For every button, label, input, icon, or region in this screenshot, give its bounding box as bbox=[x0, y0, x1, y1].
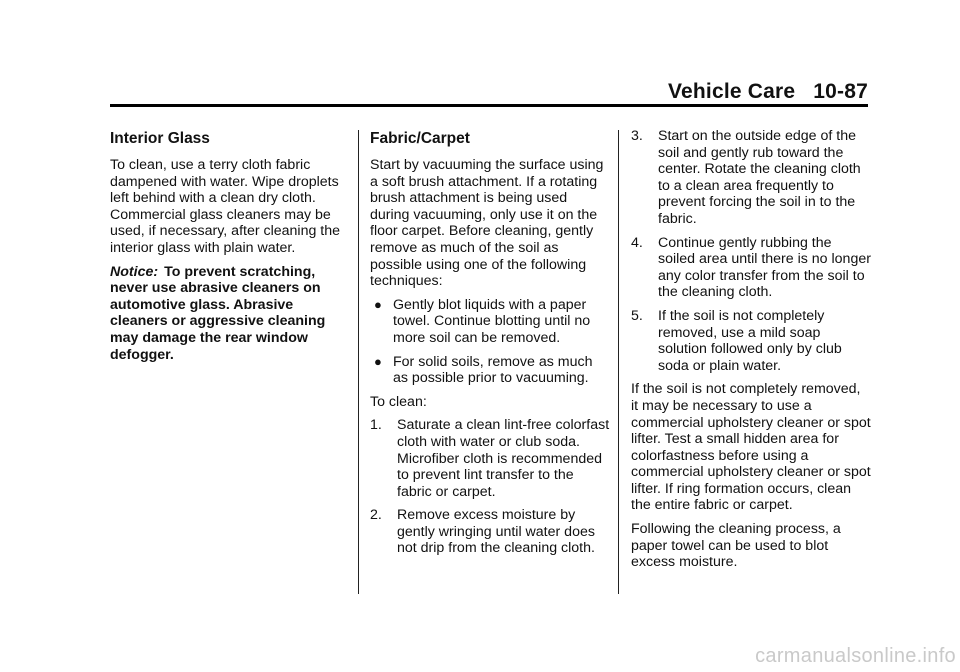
list-item bbox=[370, 507, 610, 557]
column-divider-2 bbox=[618, 130, 619, 594]
column-2 bbox=[370, 128, 610, 564]
step-number: 3. bbox=[631, 128, 643, 144]
step-text: Remove excess moisture by gently wringing until water does not drip from the cleaning cloth. bbox=[397, 507, 595, 557]
fabric-carpet-intro: Start by vacuuming the surface using a soft brush attachment. If a rotating brush attachment is being used during vacuuming, only use it on the floor carpet. Before cleaning, gently remove as much of the soil as possible using one of the following techniques: bbox=[370, 157, 604, 290]
step-number: 5. bbox=[631, 307, 643, 324]
interior-glass-heading: Interior Glass bbox=[110, 130, 210, 147]
step-text: Saturate a clean lint-free colorfast cloth with water or club soda. Microfiber cloth is recommended to prevent lint transfer to the fabric or carpet. bbox=[397, 417, 610, 500]
step-number: 1. bbox=[370, 417, 382, 434]
notice-label: Notice: bbox=[110, 263, 159, 280]
list-item bbox=[370, 354, 610, 387]
step-number: 2. bbox=[370, 507, 382, 524]
page-number: 10-87 bbox=[813, 80, 868, 103]
header-title bbox=[668, 80, 868, 104]
bullet-icon: ● bbox=[374, 353, 382, 369]
bullet-icon: ● bbox=[374, 296, 382, 312]
step-text: Start on the outside edge of the soil and gently rub toward the center. Rotate the cleaning cloth to a clean area frequently to prevent forcing the soil in to the fabric. bbox=[658, 128, 861, 227]
bullet-text: For solid soils, remove as much as possible prior to vacuuming. bbox=[393, 353, 593, 387]
column-divider-1 bbox=[358, 130, 359, 594]
header-rule bbox=[110, 104, 868, 107]
notice-text: To prevent scratching, never use abrasive cleaners on automotive glass. Abrasive cleaners or aggressive cleaning may damage the rear window defogger. bbox=[110, 263, 326, 363]
list-item bbox=[631, 308, 871, 374]
column-3 bbox=[631, 128, 871, 578]
after-steps-paragraph: If the soil is not completely removed, it may be necessary to use a commercial upholstery cleaner or spot lifter. Test a small hidden area for colorfastness before using a commercial upholstery cleaner or spot lifter. If ring formation occurs, clean the entire fabric or carpet. bbox=[631, 381, 871, 514]
fabric-carpet-heading: Fabric/Carpet bbox=[370, 130, 470, 147]
list-item bbox=[631, 235, 871, 301]
list-item bbox=[370, 297, 610, 347]
column-1 bbox=[110, 128, 352, 370]
list-item bbox=[631, 128, 871, 228]
interior-glass-paragraph: To clean, use a terry cloth fabric dampened with water. Wipe droplets left behind with a clean dry cloth. Commercial glass cleaners may be used, if necessary, after cleaning the interior glass with plain water. bbox=[110, 157, 341, 256]
notice-block bbox=[110, 264, 352, 364]
step-number: 4. bbox=[631, 234, 643, 251]
section-title: Vehicle Care bbox=[667, 80, 796, 103]
to-clean-label: To clean: bbox=[370, 393, 427, 410]
final-paragraph: Following the cleaning process, a paper towel can be used to blot excess moisture. bbox=[631, 521, 841, 571]
step-text: If the soil is not completely removed, use a mild soap solution followed only by club soda or plain water. bbox=[658, 307, 842, 374]
bullet-text: Gently blot liquids with a paper towel. Continue blotting until no more soil can be removed. bbox=[393, 296, 591, 346]
page-header bbox=[110, 80, 868, 106]
step-text: Continue gently rubbing the soiled area until there is no longer any color transfer from the soil to the cleaning cloth. bbox=[658, 234, 871, 301]
list-item bbox=[370, 417, 610, 500]
watermark: carmanualsonline.info bbox=[755, 645, 956, 667]
